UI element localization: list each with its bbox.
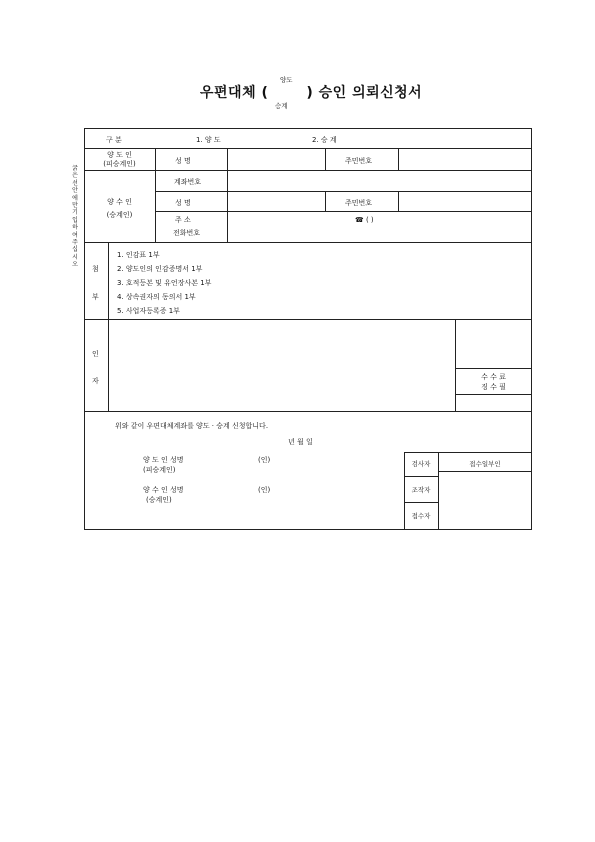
page-title	[200, 82, 422, 102]
transferee-account-field[interactable]	[228, 171, 531, 190]
fee-line1: 수 수 료	[481, 373, 506, 381]
fee-collected	[455, 372, 532, 392]
side-note: 굵은선안에만 기입하여 주십시오	[72, 165, 78, 269]
declaration-text: 위와 같이 우편대체계좌를 양도 · 승계 신청합니다.	[115, 422, 269, 430]
attachments-label-top: 첨	[92, 265, 99, 273]
inspector-label: 검사자	[411, 460, 431, 468]
title-option-succession: 승계	[275, 102, 288, 110]
attachment-item: 5. 사업자등록증 1부	[117, 307, 180, 315]
transferee-phone-label: 전화번호	[173, 229, 201, 237]
row-divider	[84, 411, 532, 412]
attachment-item: 3. 호적등본 및 유언장사본 1부	[117, 279, 212, 287]
transferor-label-line1: 양 도 인	[107, 151, 132, 159]
col-divider	[155, 148, 156, 242]
signature-transferee-sub: (승계인)	[146, 496, 172, 504]
transferee-name-field[interactable]	[228, 192, 324, 210]
office-row-divider	[404, 476, 438, 477]
transferee-label-line2: (승계인)	[106, 211, 133, 219]
signature-transferor-seal[interactable]: (인)	[258, 456, 271, 464]
signature-transferee-seal[interactable]: (인)	[258, 486, 271, 494]
transferee-label	[84, 196, 155, 222]
attachment-item: 1. 인감표 1부	[117, 251, 160, 259]
row-divider	[155, 211, 532, 212]
category-option-transfer[interactable]: 1. 양 도	[196, 136, 221, 144]
attachment-item: 4. 상속권자의 동의서 1부	[117, 293, 196, 301]
receiver-label: 접수자	[411, 512, 431, 520]
attachments-label-bottom: 부	[92, 293, 99, 301]
transferor-name-field[interactable]	[228, 149, 324, 169]
signature-transferor-sub: (피승계인)	[143, 466, 176, 474]
row-divider	[84, 242, 532, 243]
transferee-phone-field[interactable]: ☎ ( )	[355, 216, 374, 224]
stamp-label-top: 인	[92, 350, 99, 358]
office-row-divider	[438, 471, 532, 472]
transferor-label-line2: (피승계인)	[103, 160, 136, 168]
attachment-item: 2. 양도인의 인감증명서 1부	[117, 265, 203, 273]
receipt-date-stamp-label: 접수일부인	[469, 460, 501, 468]
transferee-resident-no-field[interactable]	[399, 192, 531, 210]
col-divider	[455, 319, 456, 411]
title-right: ) 승인 의뢰신청서	[306, 85, 423, 101]
title-left: 우편대체 (	[200, 85, 269, 101]
stamp-field[interactable]	[109, 320, 454, 410]
category-label: 구 분	[106, 136, 122, 144]
transferee-account-label: 계좌번호	[174, 178, 202, 186]
fee-line2: 징 수 필	[481, 383, 506, 391]
transferor-label	[84, 151, 155, 169]
title-option-transfer: 양도	[280, 76, 293, 84]
col-divider	[325, 191, 326, 211]
transferor-resident-no-label: 주민번호	[345, 157, 373, 165]
category-option-succession[interactable]: 2. 승 계	[312, 136, 337, 144]
transferee-address-label: 주 소	[175, 216, 191, 224]
application-date[interactable]: 년 월 일	[288, 438, 313, 446]
office-row-divider	[404, 502, 438, 503]
operator-label: 조작자	[411, 486, 431, 494]
col-divider	[325, 148, 326, 170]
signature-transferee-label: 양 수 인 성명	[143, 486, 184, 494]
stamp-label-bottom: 자	[92, 377, 99, 385]
transferee-resident-no-label: 주민번호	[345, 199, 373, 207]
transferee-name-label: 성 명	[175, 199, 191, 207]
signature-transferor-label: 양 도 인 성명	[143, 456, 184, 464]
transferee-label-line1: 양 수 인	[107, 198, 132, 206]
transferor-name-label: 성 명	[175, 157, 191, 165]
row-divider	[455, 368, 532, 369]
row-divider	[455, 394, 532, 395]
transferor-resident-no-field[interactable]	[399, 149, 531, 169]
